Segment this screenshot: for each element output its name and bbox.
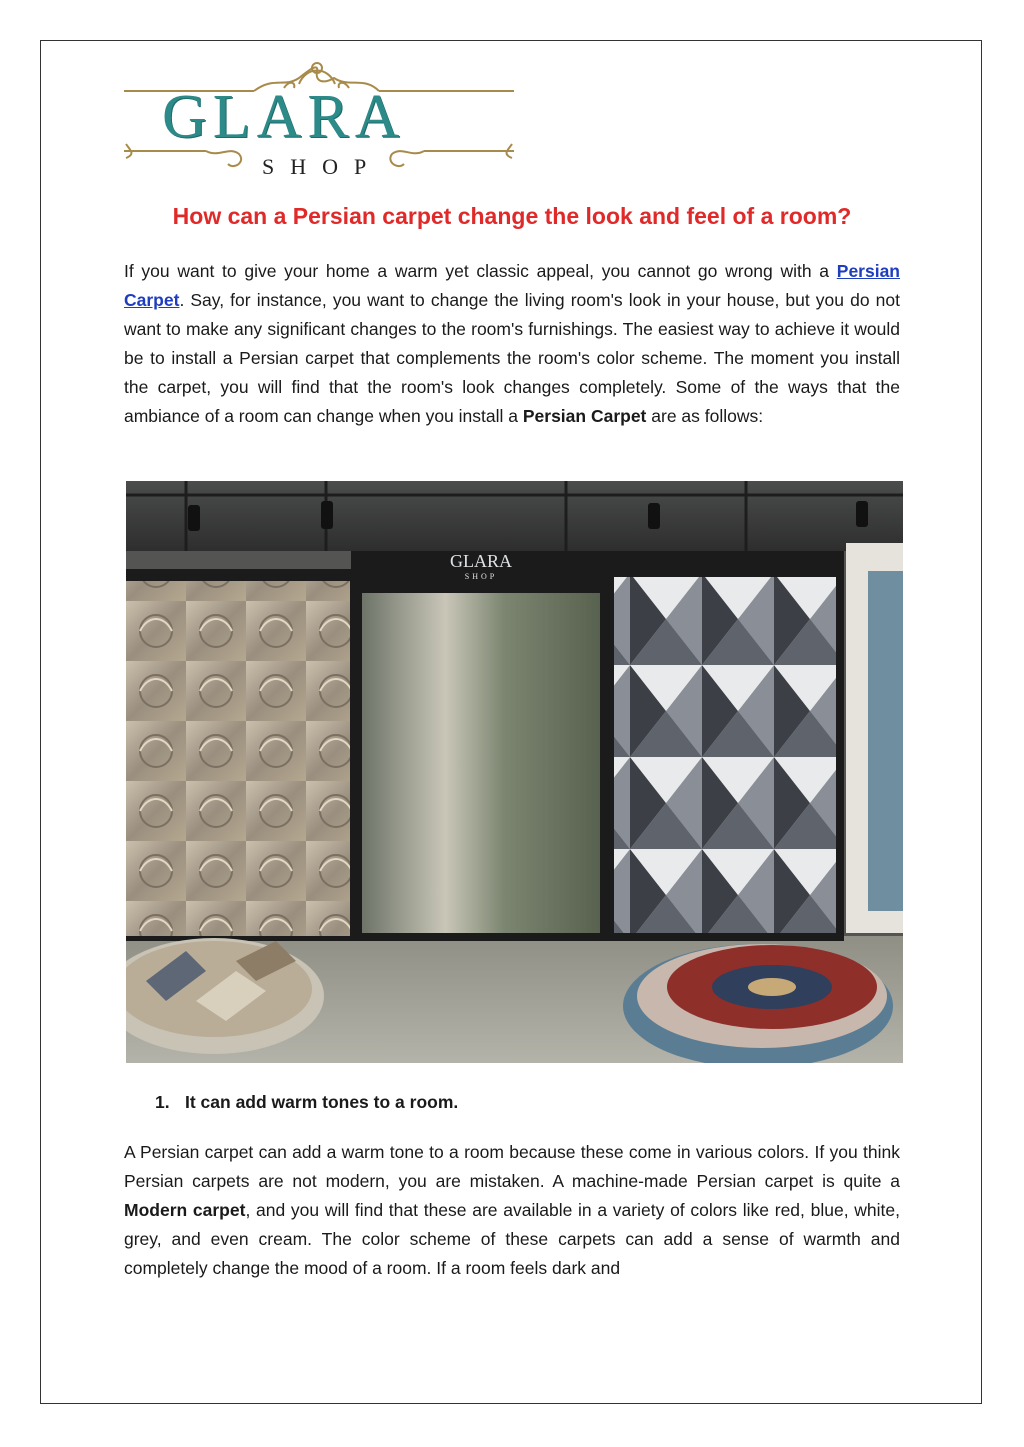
- modern-carpet-bold: Modern carpet: [124, 1200, 246, 1220]
- intro-text-middle: . Say, for instance, you want to change the living room's look in your house, but you do not want to make any significant changes to the room's furnishings. The easiest way to achieve it would be to install a Persian carpet that complements the room's color scheme. The moment you install the carpet, you will find that the room's look changes completely. Some of the ways that the ambiance of a room can change when you install a: [124, 290, 900, 426]
- intro-text-end: are as follows:: [646, 406, 764, 426]
- persian-carpet-link[interactable]: Persian Carpet: [124, 261, 900, 310]
- sign-sub-text: SHOP: [464, 572, 498, 581]
- persian-carpet-bold: Persian Carpet: [522, 406, 647, 426]
- section1-text-end: , and you will find that these are available in a variety of colors like red, blue, white, grey, and even cream. The color scheme of these carpets can add a sense of warmth and completely change the mood of a room. If a room feels dark and: [124, 1200, 900, 1278]
- list-text: It can add warm tones to a room.: [185, 1092, 459, 1112]
- showroom-photo: [126, 481, 903, 1063]
- section1-text-start: A Persian carpet can add a warm tone to a room because these come in various colors. If you think Persian carpets are not modern, you are mistaken. A machine-made Persian carpet is quite a: [124, 1142, 900, 1191]
- section1-paragraph: [124, 1138, 900, 1283]
- glara-shop-logo: [124, 58, 514, 182]
- list-number: 1.: [155, 1092, 170, 1112]
- intro-text-start: If you want to give your home a warm yet classic appeal, you cannot go wrong with a: [124, 261, 837, 281]
- page-title: How can a Persian carpet change the look and feel of a room?: [172, 203, 852, 229]
- list-item: [155, 1088, 458, 1116]
- sign-brand-text: GLARA: [450, 551, 512, 571]
- intro-paragraph: [124, 257, 900, 431]
- logo-brand-text: GLARA: [162, 83, 406, 151]
- logo-sub-text: SHOP: [262, 154, 383, 179]
